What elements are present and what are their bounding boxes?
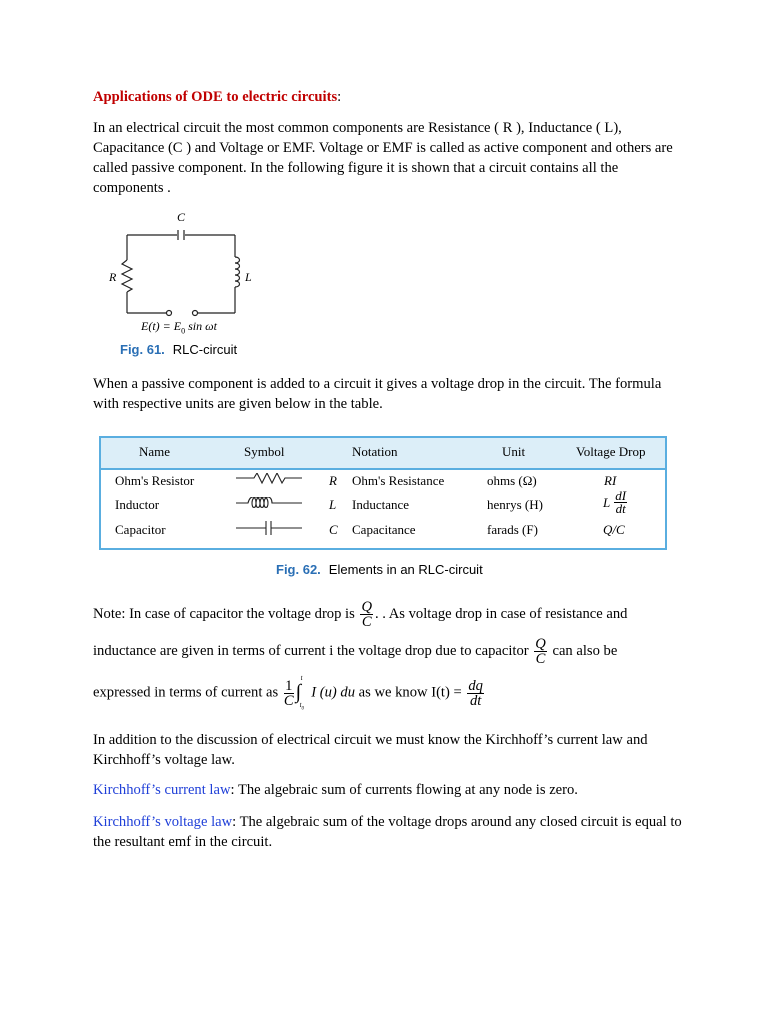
col-header-notation: Notation: [352, 444, 398, 459]
frac-denominator: C: [361, 614, 372, 630]
emf-formula: [141, 319, 217, 335]
table-row-resistor-name: Ohm's Resistor: [115, 473, 195, 488]
integral-symbol: ∫: [295, 681, 302, 703]
table-row-resistor-letter: R: [329, 473, 337, 488]
table-row-resistor-unit: ohms (Ω): [487, 473, 537, 488]
section-title-colon: :: [337, 89, 342, 105]
kcl-paragraph: [93, 780, 683, 800]
resistor-label-r: R: [109, 270, 117, 284]
table-row-inductor-unit: henrys (H): [487, 497, 543, 512]
note-text-1a: Note: In case of capacitor the voltage drop is: [93, 605, 359, 622]
kvl-paragraph: [93, 812, 683, 852]
col-header-unit: Unit: [502, 444, 526, 459]
table-row-inductor-notation: Inductance: [352, 497, 410, 512]
resistor-symbol-icon: [236, 473, 302, 485]
fig62-number: Fig. 62.: [276, 562, 321, 577]
table-row-capacitor-name: Capacitor: [115, 522, 166, 537]
emf-lhs: E(t) = E: [141, 319, 182, 333]
fraction-q-over-c-2: [534, 637, 547, 666]
fig61-number: Fig. 61.: [120, 342, 165, 357]
note-text-3a: expressed in terms of current as: [93, 684, 282, 701]
fig61-text: RLC-circuit: [172, 342, 238, 357]
note-text-2a: inductance are given in terms of current i the voltage drop due to capacitor: [93, 642, 533, 659]
kvl-label: Kirchhoff’s voltage law: [93, 814, 233, 830]
integral-upper-limit: t: [300, 674, 303, 682]
capacitor-label-c: C: [177, 210, 186, 224]
emf-subscript: 0: [181, 326, 186, 336]
section-heading: [93, 87, 683, 107]
kvl-text: : The algebraic sum of the voltage drops around any closed circuit is equal to the resultant emf in the circuit.: [93, 814, 682, 850]
table-row-resistor-drop: RI: [604, 473, 617, 488]
integral-lower-var: t: [299, 701, 302, 709]
integral-lower-sub: 0: [301, 706, 305, 712]
frac-denominator: dt: [469, 692, 482, 709]
col-header-name: Name: [139, 444, 171, 459]
kcl-label: Kirchhoff’s current law: [93, 782, 231, 798]
fraction-q-over-c-1: [360, 600, 373, 629]
fig62-caption: [276, 562, 483, 577]
frac-denominator: C: [283, 692, 294, 709]
table-row-capacitor-unit: farads (F): [487, 522, 538, 537]
fraction-dq-dt: [467, 679, 484, 708]
fig62-text: Elements in an RLC-circuit: [328, 562, 483, 577]
section-title: Applications of ODE to electric circuits: [93, 89, 338, 105]
fig61-caption: [120, 342, 237, 357]
col-header-voltage-drop: Voltage Drop: [576, 444, 646, 459]
fraction-1-over-c: [284, 679, 294, 708]
note-text-1b: . . As voltage drop in case of resistance and: [374, 605, 628, 622]
frac-numerator: Q: [361, 599, 372, 615]
note-text-3b: as we know I(t) =: [355, 684, 466, 701]
emf-rhs: sin ωt: [185, 319, 217, 333]
integrand: I (u) du: [311, 684, 356, 701]
frac-numerator: dq: [468, 677, 483, 694]
table-row-resistor-notation: Ohm's Resistance: [352, 473, 445, 488]
inductor-symbol-icon: [236, 497, 302, 509]
note-line-2: [93, 637, 683, 666]
table-row-inductor-letter: L: [329, 497, 337, 512]
passive-paragraph: When a passive component is added to a circuit it gives a voltage drop in the circuit. The formula with respective units are given below in the table.: [93, 376, 662, 412]
capacitor-symbol-icon: [236, 521, 302, 535]
kcl-text: : The algebraic sum of currents flowing at any node is zero.: [230, 782, 578, 798]
table-row-inductor-name: Inductor: [115, 497, 160, 512]
integral-sign: [295, 674, 308, 712]
note-line-3: [93, 674, 683, 712]
table-row-capacitor-letter: C: [329, 522, 338, 537]
frac-denominator: C: [535, 651, 546, 667]
frac-numerator: dI: [615, 488, 627, 503]
note-line-1: [93, 600, 683, 629]
frac-denominator: dt: [615, 501, 626, 516]
col-header-symbol: Symbol: [244, 444, 285, 459]
frac-numerator: 1: [285, 677, 293, 694]
intro-paragraph: In an electrical circuit the most common components are Resistance ( R ), Inductance ( L), Capacitance (C ) and Voltage or EMF. Voltage or EMF is called as active component and others are called passive component. In the following figure it is shown that a circuit contains all the components .: [93, 120, 673, 196]
frac-numerator: Q: [535, 636, 546, 652]
drop-prefix: L: [603, 494, 611, 510]
fraction-di-dt: [614, 490, 627, 515]
table-row-capacitor-drop: Q/C: [603, 522, 625, 537]
table-row-capacitor-notation: Capacitance: [352, 522, 416, 537]
inductor-label-l: L: [245, 270, 252, 284]
integral-lower-limit: [300, 702, 304, 712]
kirchhoff-intro-paragraph: In addition to the discussion of electrical circuit we must know the Kirchhoff’s current law and Kirchhoff’s voltage law.: [93, 732, 648, 768]
note-text-2b: can also be: [548, 642, 618, 659]
table-row-inductor-drop: [603, 490, 629, 515]
